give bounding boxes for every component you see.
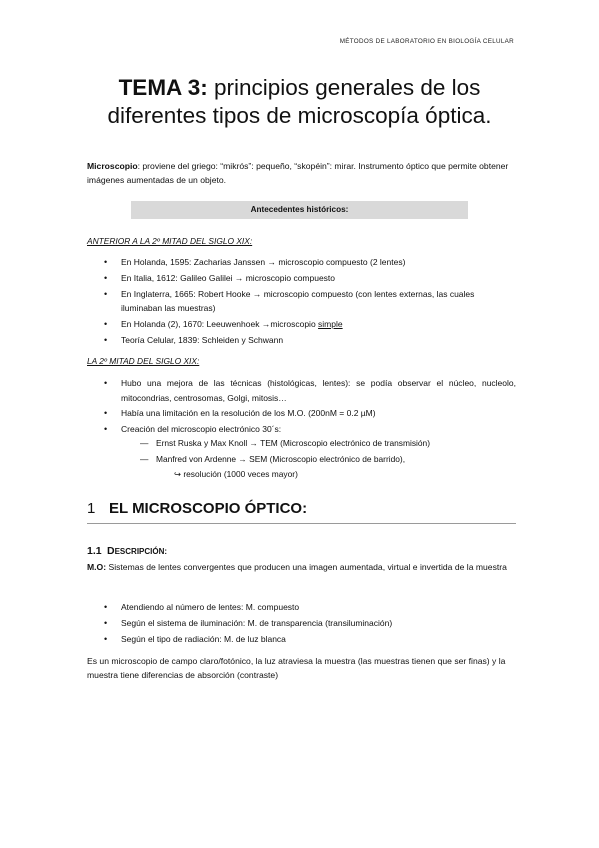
sem-text: Manfred von Ardenne → SEM (Microscopio electrónico de barrido),	[156, 454, 406, 464]
subsection-title-initial: D	[107, 545, 115, 557]
electron-microscope-sem	[140, 452, 405, 466]
mo-definition	[87, 560, 517, 574]
list-item: • Según el sistema de iluminación: M. de transparencia (transiluminación)	[104, 616, 516, 631]
list-item-text: En Holanda (2), 1670: Leeuwenhoek →microscopio	[121, 318, 319, 329]
mo-text: Sistemas de lentes convergentes que producen una imagen aumentada, virtual e invertida de la muestra	[106, 562, 507, 572]
list-item: • En Holanda, 1595: Zacharias Janssen → microscopio compuesto (2 lentes)	[104, 255, 516, 270]
period1-heading: ANTERIOR A LA 2º MITAD DEL SIGLO XIX:	[87, 236, 253, 246]
period2-heading: LA 2º MITAD DEL SIGLO XIX:	[87, 356, 200, 366]
list-item: • Según el tipo de radiación: M. de luz blanca	[104, 632, 516, 647]
section-1-heading	[87, 500, 307, 517]
title-lead: TEMA 3:	[118, 75, 208, 100]
mo-term: M.O:	[87, 562, 107, 572]
list-item: • Creación del microscopio electrónico 30´s:	[104, 422, 516, 437]
sem-resolution-note: ↪ resolución (1000 veces mayor)	[174, 469, 298, 479]
history-box-heading: Antecedentes históricos:	[131, 201, 468, 219]
dash-marker: —	[140, 454, 149, 464]
list-item: • Hubo una mejora de las técnicas (histológicas, lentes): se podía observar el núcleo, nucleolo, mitocondrias, centrosomas, Golgi, mitosis…	[104, 376, 516, 405]
list-item: • Teoría Celular, 1839: Schleiden y Schwann	[104, 333, 516, 348]
list-item: • En Italia, 1612: Galileo Galilei → microscopio compuesto	[104, 271, 516, 286]
title-line1: principios generales de los	[214, 75, 481, 100]
list-item: • Atendiendo al número de lentes: M. compuesto	[104, 600, 516, 615]
title-line2: diferentes tipos de microscopía óptica.	[107, 103, 492, 128]
list-item	[104, 317, 516, 332]
period2-list	[104, 376, 516, 438]
section-number: 1	[87, 500, 96, 517]
dash-marker: —	[140, 438, 149, 448]
period1-list	[104, 255, 516, 349]
list-item: • Había una limitación en la resolución de los M.O. (200nM = 0.2 µM)	[104, 406, 516, 421]
section-1-1-heading	[87, 545, 167, 557]
section-divider	[87, 523, 516, 524]
definition-term: Microscopio	[87, 161, 138, 171]
subsection-title-rest: ESCRIPCIÓN:	[114, 547, 168, 556]
closing-paragraph: Es un microscopio de campo claro/fotónico, la luz atraviesa la muestra (las muestras tienen que ser finas) y la muestra tiene diferencias de absorción (contraste)	[87, 656, 506, 680]
subsection-number: 1.1	[87, 545, 102, 557]
underlined-word-simple: simple	[318, 318, 343, 329]
microscope-definition	[87, 159, 517, 187]
electron-microscope-tem	[140, 436, 430, 450]
definition-text: : proviene del griego: “mikrós”: pequeño, “skopéin”: mirar. Instrumento óptico que permite obtener imágenes aumentadas de un objeto.	[87, 161, 509, 185]
section-title: EL MICROSCOPIO ÓPTICO:	[109, 500, 308, 517]
running-header: MÉTODOS DE LABORATORIO EN BIOLOGÍA CELULAR	[339, 38, 514, 45]
page-title	[60, 74, 539, 130]
list-item: • En Inglaterra, 1665: Robert Hooke → microscopio compuesto (con lentes externas, las cuales iluminaban las muestras)	[104, 287, 516, 316]
tem-text: Ernst Ruska y Max Knoll → TEM (Microscopio electrónico de transmisión)	[156, 438, 430, 448]
mo-classification-list	[104, 600, 516, 647]
